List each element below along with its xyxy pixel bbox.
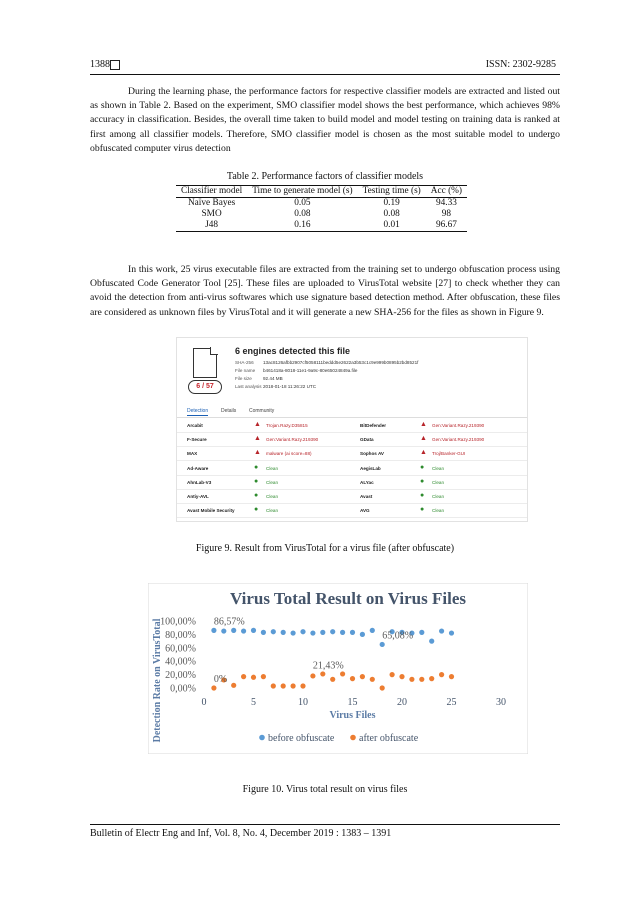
detection-result: Clean [432,508,445,514]
meta-value: 2018-01-18 11:26:22 UTC [263,384,317,389]
data-point [429,639,434,644]
data-point [350,676,355,681]
data-point [380,642,385,647]
engine-name: GData [360,437,374,443]
meta-value: 92.44 MB [263,376,283,381]
engine-name: Ad-Aware [187,465,209,471]
legend-marker [259,735,265,741]
x-tick-label: 10 [298,697,308,708]
table-cell: 96.67 [426,220,467,232]
vt-result-row [177,447,527,461]
check-icon: ● [420,506,425,514]
detection-result: Clean [432,479,445,485]
figure-9-caption: Figure 9. Result from VirusTotal for a virus file (after obfuscate) [195,543,455,554]
data-point [350,630,355,635]
data-point [310,673,315,678]
data-point [231,683,236,688]
detection-result: Gen:Variant.Razy.219390 [432,423,485,428]
table-row [176,220,467,232]
meta-value: 13ac8126afbb2907cf5058111beddd5e2622a3b53c1c9e999b0895b2bd8521f [263,360,419,365]
table-header: Acc (%) [426,186,467,198]
data-point [251,675,256,680]
x-tick-label: 25 [446,697,457,708]
table-cell: 0.05 [294,198,311,208]
table-row [176,198,467,210]
chart-title: Virus Total Result on Virus Files [230,589,466,608]
engine-name: ALYac [360,479,374,485]
figure-10-caption: Figure 10. Virus total result on virus files [242,784,408,795]
data-point [429,676,434,681]
paragraph-2: In this work, 25 virus executable files are extracted from the training set to undergo obfuscation process using Obfuscated Code Generator Tool [25]. These files are uploaded to VirusTotal website [27] to check whether they can avoid the detection from anti-virus softwares which use signature based detection method. After obfuscation, these files are considered as unknown files by VirusTotal and it will generate a new SHA-256 for the files as shown in Figure 9. [90,264,560,318]
engine-name: Sophos AV [360,451,384,457]
table-cell: 98 [441,209,452,219]
data-point [281,630,286,635]
data-point [360,674,365,679]
check-icon: ● [420,492,425,499]
data-point [330,629,335,634]
data-point [291,630,296,635]
data-point [370,628,375,633]
vt-meta-row [235,360,418,365]
data-point [419,630,424,635]
check-icon: ● [254,506,259,514]
data-point [261,630,266,635]
issn: ISSN: 2302-9285 [485,59,556,70]
table-cell: 0.19 [383,198,400,208]
table-header: Testing time (s) [358,186,426,198]
data-point [241,628,246,633]
data-point [221,628,226,633]
y-tick-label: 80,00% [165,629,196,641]
engine-name: Arcabit [187,423,203,428]
table-cell: 0.08 [294,209,311,219]
data-point [449,630,454,635]
data-point [399,674,404,679]
data-point [340,630,345,635]
vt-tabs [177,406,527,418]
virustotal-screenshot [176,337,528,522]
data-point [291,683,296,688]
data-point [409,677,414,682]
data-label: 21,43% [312,660,344,672]
table-header: Classifier model [176,186,247,198]
data-point [449,674,454,679]
check-icon: ● [420,463,425,471]
data-point [251,628,256,633]
data-point [360,632,365,637]
vt-result-row [177,490,527,504]
vt-meta-row [235,368,357,373]
table-caption: Table 2. Performance factors of classifier models [226,171,424,182]
detection-result: Clean [432,494,445,499]
page-number: 1388 [90,59,110,70]
x-tick-label: 0 [201,697,207,708]
detection-result: malware (ai score=88) [266,451,312,457]
table-cell: 0.01 [358,220,426,232]
data-point [300,629,305,634]
vt-result-row [177,462,527,476]
detection-result: Troj/Banker-GUI [432,451,466,457]
data-point [330,677,335,682]
table-cell: SMO [201,209,222,219]
detection-result: Clean [432,465,445,471]
data-point [271,629,276,634]
y-tick-label: 60,00% [165,643,196,655]
y-tick-label: 20,00% [165,670,196,682]
meta-value: b461418a-8018-11e1-9a9c-80e65024849a.file [263,368,358,373]
check-icon: ● [254,463,259,471]
table-cell: 94.33 [435,198,457,208]
data-point [340,671,345,676]
data-point [419,677,424,682]
data-point [320,630,325,635]
meta-key: Last analysis [235,384,262,389]
table-cell: Naïve Bayes [187,198,236,208]
table-cell: 0.16 [247,220,357,232]
vt-result-row [177,476,527,490]
vt-title: 6 engines detected this file [235,346,351,356]
x-tick-label: 5 [251,697,256,708]
check-icon: ● [420,477,425,485]
data-label: 86,57% [213,616,245,628]
checkbox-glyph-icon [110,60,120,70]
data-point [271,683,276,688]
engine-name: Avast Mobile Security [187,508,235,514]
data-point [261,674,266,679]
detection-result: Clean [266,479,279,485]
warning-icon: ▲ [420,435,427,443]
detection-result: Clean [266,494,279,499]
tab-community[interactable]: Community [249,408,275,414]
data-point [241,674,246,679]
data-point [370,677,375,682]
data-point [439,672,444,677]
warning-icon: ▲ [420,421,427,428]
data-point [390,672,395,677]
vt-meta-row [235,384,316,389]
table-header: Time to generate model (s) [247,186,357,198]
engine-name: AVG [360,508,370,514]
y-axis-label: Detection Rate on VirusTotal [152,618,163,743]
y-tick-label: 0,00% [170,683,196,695]
engine-name: Antiy-AVL [187,494,209,499]
data-point [281,683,286,688]
engine-name: MAX [187,451,198,457]
detection-result: Gen:Variant.Razy.219390 [432,437,485,443]
vt-meta-row [235,376,283,381]
legend-label: after obfuscate [359,733,419,744]
data-point [300,683,305,688]
meta-key: SHA-256 [235,360,254,365]
y-tick-label: 40,00% [165,656,196,668]
check-icon: ● [254,477,259,485]
detection-result: Gen:Variant.Razy.219390 [266,437,319,443]
x-axis-label: Virus Files [329,710,376,721]
detection-result: Trojan.Razy.D35815 [266,423,308,428]
engine-name: F-Secure [187,437,207,443]
paragraph-1: During the learning phase, the performance factors for respective classifier models are extracted and listed out as shown in Table 2. Based on the experiment, SMO classifier model shows the best performance, which achieves 98% accuracy in classification. Besides, the overall time taken to build model and model testing on training data is ranked at first among all classifier models. Therefore, SMO classifier model is chosen as the most suitable model to undergo obfuscated computer virus detection [90,86,560,154]
meta-key: File size [235,376,252,381]
meta-key: File name [235,368,256,373]
footer-rule [90,824,560,825]
data-point [310,630,315,635]
data-point [439,628,444,633]
vt-result-row [177,419,527,433]
y-tick-label: 100,00% [160,616,196,628]
legend-marker [350,735,356,741]
tab-detection[interactable]: Detection [187,408,209,414]
data-point [211,685,216,690]
x-tick-label: 20 [397,697,407,708]
warning-icon: ▲ [254,435,261,443]
file-icon [193,348,217,378]
detection-result: Clean [266,508,279,514]
data-label: 0% [213,674,228,685]
header-rule [90,74,560,75]
warning-icon: ▲ [254,449,261,457]
table-cell: J48 [176,220,247,232]
vt-result-row [177,433,527,447]
data-point [211,628,216,633]
warning-icon: ▲ [254,421,261,428]
data-point [380,685,385,690]
detection-result: Clean [266,465,279,471]
warning-icon: ▲ [420,449,427,457]
legend-label: before obfuscate [268,733,335,744]
check-icon: ● [254,492,259,499]
tab-details[interactable]: Details [221,408,237,414]
engine-name: AhnLab-V3 [187,479,212,485]
table-cell: 0.08 [383,209,400,219]
data-label: 65,08% [382,630,414,642]
table-row [176,209,467,220]
table-2 [176,185,467,232]
virus-total-chart [148,583,528,754]
engine-name: BitDefender [360,423,387,428]
detection-score: 6 / 57 [188,380,222,394]
data-point [320,671,325,676]
engine-name: Avast [360,494,373,499]
engine-name: AegisLab [360,465,381,471]
x-tick-label: 30 [496,697,506,708]
vt-result-row [177,504,527,518]
data-point [231,628,236,633]
x-tick-label: 15 [347,697,358,708]
footer-citation: Bulletin of Electr Eng and Inf, Vol. 8, No. 4, December 2019 : 1383 – 1391 [90,828,392,839]
